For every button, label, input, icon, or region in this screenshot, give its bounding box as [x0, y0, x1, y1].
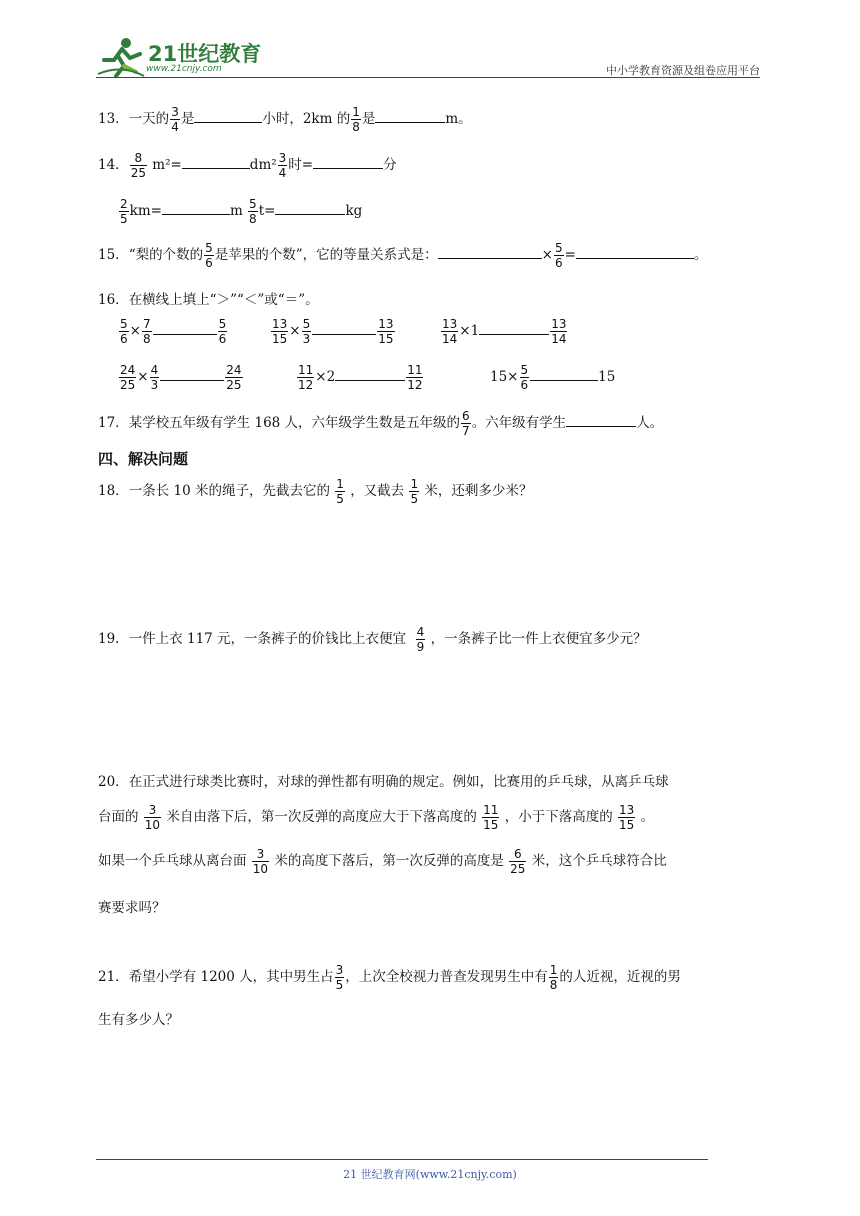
fraction: $\frac{5}{6}$	[520, 363, 529, 392]
operator: ×1	[459, 323, 480, 339]
q19-text: 一件上衣 117 元，一条裤子的价钱比上衣便宜	[128, 631, 407, 647]
logo-text: 21世纪教育	[148, 42, 262, 66]
fraction: $\frac{11}{15}$	[483, 803, 499, 832]
comparison-3	[440, 318, 568, 345]
fraction: $\frac{8}{25}$	[130, 151, 146, 180]
fraction: $\frac{1}{5}$	[410, 477, 419, 506]
q14-text: m	[229, 203, 243, 219]
q14-text: t=	[258, 203, 276, 219]
answer-blank[interactable]	[312, 320, 376, 335]
q14-text: 时=	[288, 157, 314, 173]
answer-blank[interactable]	[335, 366, 405, 381]
question-21	[98, 964, 681, 991]
fraction: $\frac{5}{6}$	[554, 241, 563, 270]
question-15	[98, 242, 707, 269]
answer-blank[interactable]	[275, 200, 345, 215]
operator: ×	[129, 323, 141, 339]
footer-divider	[96, 1159, 708, 1160]
q18-text: 一条长 10 米的绳子，先截去它的	[128, 483, 330, 499]
question-16	[98, 288, 319, 308]
q16-instruction: 在横线上填上“＞”“＜”或“＝”。	[128, 292, 319, 308]
fraction: $\frac{11}{12}$	[298, 363, 314, 392]
comparison-5	[296, 364, 424, 391]
comparison-4	[118, 364, 244, 391]
q21-text: ，上次全校视力普查发现男生中有	[345, 969, 548, 985]
answer-blank[interactable]	[530, 366, 598, 381]
answer-blank[interactable]	[438, 244, 542, 259]
q19-text: ，一条裤子比一件上衣便宜多少元？	[430, 631, 647, 647]
fraction: $\frac{3}{10}$	[144, 803, 161, 832]
fraction: $\frac{24}{25}$	[226, 363, 242, 392]
fraction: $\frac{4}{9}$	[416, 625, 425, 654]
question-14-line-2	[118, 198, 362, 225]
answer-blank[interactable]	[182, 154, 250, 169]
question-17	[98, 410, 663, 437]
fraction: $\frac{3}{10}$	[252, 847, 269, 876]
comparison-6	[490, 364, 615, 391]
fraction: $\frac{5}{3}$	[302, 317, 311, 346]
site-logo	[96, 36, 266, 80]
fraction: $\frac{5}{6}$	[205, 241, 213, 270]
fraction: $\frac{13}{14}$	[551, 317, 567, 346]
q20-text: ，小于下落高度的	[504, 809, 613, 825]
question-number: 15．	[98, 247, 129, 263]
page-header	[96, 30, 760, 80]
q14-text: 分	[383, 157, 397, 173]
comparison-2	[270, 318, 396, 345]
logo-url: www.21cnjy.com	[146, 64, 222, 74]
fraction: $\frac{1}{8}$	[549, 963, 558, 992]
fraction: $\frac{6}{7}$	[462, 409, 470, 438]
q13-text: 小时，2km 的	[262, 111, 351, 127]
question-number: 17．	[98, 415, 129, 431]
answer-blank[interactable]	[162, 200, 230, 215]
fraction: $\frac{2}{5}$	[120, 197, 128, 226]
fraction: $\frac{11}{12}$	[407, 363, 423, 392]
fraction: $\frac{6}{25}$	[510, 847, 526, 876]
footer-text: 21 世纪教育网(www.21cnjy.com)	[343, 1168, 517, 1181]
q20-text: 米，这个乒乓球符合比	[531, 853, 667, 869]
question-number: 18．	[98, 483, 129, 499]
section-heading: 四、解决问题	[98, 450, 189, 468]
fraction: $\frac{3}{4}$	[171, 105, 179, 134]
platform-tagline: 中小学教育资源及组卷应用平台	[606, 64, 760, 77]
q15-text: 是苹果的个数”，它的等量关系式是：	[214, 247, 438, 263]
q13-text: 是	[180, 111, 195, 127]
answer-blank[interactable]	[313, 154, 383, 169]
q20-text: 在正式进行球类比赛时，对球的弹性都有明确的规定。例如，比赛用的乒乓球，从离乒乓球	[128, 774, 669, 790]
question-18	[98, 478, 532, 505]
answer-blank[interactable]	[479, 320, 549, 335]
operator: ×	[289, 323, 301, 339]
question-19	[98, 626, 647, 653]
answer-blank[interactable]	[194, 108, 262, 123]
fraction: $\frac{1}{5}$	[336, 477, 344, 506]
fraction: $\frac{13}{15}$	[272, 317, 288, 346]
fraction: $\frac{13}{14}$	[442, 317, 458, 346]
operator: ×2	[315, 369, 336, 385]
q21-text: 生有多少人？	[98, 1012, 179, 1028]
answer-blank[interactable]	[375, 108, 445, 123]
question-number: 20．	[98, 774, 129, 790]
fraction: $\frac{1}{8}$	[352, 105, 360, 134]
question-21-line-2	[98, 1008, 179, 1028]
question-number: 13．	[98, 111, 129, 127]
runner-icon	[96, 36, 146, 80]
question-20	[98, 770, 669, 790]
fraction: $\frac{5}{8}$	[249, 197, 257, 226]
q14-text: kg	[345, 203, 363, 219]
fraction: $\frac{5}{6}$	[120, 317, 128, 346]
q21-text: 的人近视，近视的男	[559, 969, 681, 985]
fraction: $\frac{13}{15}$	[619, 803, 635, 832]
q15-text: =	[564, 247, 576, 263]
q17-text: 人。	[636, 415, 664, 431]
q20-text: 米自由落下后，第一次反弹的高度应大于下落高度的	[166, 809, 477, 825]
q20-text: 如果一个乒乓球从离台面	[98, 853, 247, 869]
fraction: $\frac{4}{3}$	[150, 363, 159, 392]
answer-blank[interactable]	[153, 320, 217, 335]
q17-text: 。六年级有学生	[471, 415, 567, 431]
q13-text: m。	[445, 111, 472, 127]
q15-text: ×	[541, 247, 553, 263]
answer-blank[interactable]	[160, 366, 224, 381]
header-divider	[96, 77, 760, 78]
q16-value: 15	[598, 369, 616, 385]
fraction: $\frac{3}{4}$	[278, 151, 287, 180]
answer-blank[interactable]	[576, 244, 694, 259]
fraction: $\frac{3}{5}$	[335, 963, 344, 992]
q20-text: 赛要求吗？	[98, 900, 166, 916]
answer-blank[interactable]	[566, 412, 636, 427]
fraction: $\frac{7}{8}$	[142, 317, 151, 346]
q20-text: 。	[640, 809, 655, 825]
q18-text: ，又截去	[350, 483, 405, 499]
question-number: 21．	[98, 969, 129, 985]
fraction: $\frac{13}{15}$	[378, 317, 394, 346]
q18-text: 米，还剩多少米？	[424, 483, 533, 499]
question-20-line-2	[98, 804, 654, 831]
operator: 15×	[490, 369, 519, 385]
q13-text: 一天的	[128, 111, 170, 127]
q14-text: m²=	[152, 157, 182, 173]
q17-text: 某学校五年级有学生 168 人，六年级学生数是五年级的	[128, 415, 461, 431]
question-20-line-4	[98, 896, 166, 916]
question-14	[98, 152, 397, 179]
q20-text: 米的高度下落后，第一次反弹的高度是	[274, 853, 504, 869]
q13-text: 是	[361, 111, 376, 127]
q20-text: 台面的	[98, 809, 139, 825]
fraction: $\frac{5}{6}$	[218, 317, 227, 346]
q15-text: 。	[693, 247, 708, 263]
q14-text: dm²	[249, 157, 277, 173]
question-number: 19．	[98, 631, 129, 647]
q15-text: “梨的个数的	[128, 247, 204, 263]
operator: ×	[137, 369, 149, 385]
q14-text: km=	[129, 203, 162, 219]
comparison-1	[118, 318, 228, 345]
question-number: 14．	[98, 157, 129, 173]
fraction: $\frac{24}{25}$	[120, 363, 136, 392]
q21-text: 希望小学有 1200 人，其中男生占	[128, 969, 334, 985]
question-20-line-3	[98, 848, 667, 875]
question-13	[98, 106, 472, 133]
question-number: 16．	[98, 292, 129, 308]
